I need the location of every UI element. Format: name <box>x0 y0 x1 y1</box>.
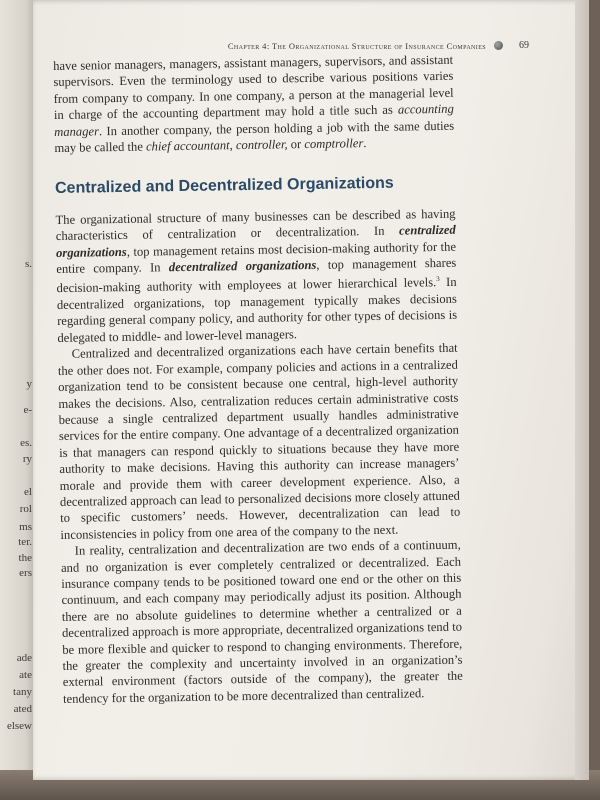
key-term: decentralized organizations <box>168 257 317 275</box>
left-page-fragment: ry <box>22 453 32 465</box>
italic-term: chief accountant, controller, <box>145 137 288 154</box>
page-content <box>53 52 463 707</box>
left-page-fragment: tany <box>13 686 32 698</box>
left-page-fragment: the <box>18 552 32 564</box>
text-run: , top management retains most decision-making authority for the entire company. In <box>56 239 457 277</box>
text-run: , top management shares decision-making authority with employees at lower hierarchical levels. <box>56 255 457 296</box>
left-page-fragment: es. <box>20 437 32 449</box>
left-page-fragment: el <box>24 486 32 498</box>
left-page-fragment: ate <box>19 669 32 681</box>
page-stack-edge <box>575 0 589 780</box>
chapter-title: Chapter 4: The Organizational Structure of Insurance Companies <box>227 40 486 51</box>
body-paragraph: In reality, centralization and decentralization are two ends of a continuum, and no organization is ever completely centralized or decentralized. Each insurance company tends to be positioned toward one end or the other on this continuum, and each company may periodically adjust its position. Although there are no absolute guidelines to determine whether a centralized or a decentralized approach is more appropriate, decentralized organizations tend to be more flexible and quicker to respond to changing environments. Therefore, the greater the complexity and uncertainty involved in an organization’s external environment (factors outside of the company), the greater the tendency for the organization to be more decentralized than centralized. <box>60 537 463 706</box>
running-header <box>228 40 529 51</box>
left-page-edge <box>0 0 36 770</box>
text-run: . In another company, the person holding a job with the same duties may be called the <box>54 118 455 156</box>
left-page-fragment: ter. <box>18 536 32 548</box>
body-paragraph: Centralized and decentralized organizations each have certain benefits that the other does not. For example, company policies and actions in a centralized organization tend to be consistent because one central, high-level authority makes the decisions. Also, centralization reduces certain administrative costs because a single centralized department usually handles administrative services for the entire company. One advantage of a decentralized organization is that managers can respond quickly to situations because they have more authority to make decisions. Having this authority can increase managers’ morale and provide them with career development experience. Also, a decentralized approach can lead to personalized decisions more closely attuned to specific customers’ needs. However, decentralization can lead to inconsistencies in policy from one area of the company to the next. <box>57 340 461 542</box>
text-run: . <box>363 136 367 151</box>
left-page-fragment: ade <box>16 652 32 664</box>
text-run: The organizational structure of many businesses can be described as having characteristics of centralization or decentralization. In <box>55 206 456 244</box>
key-term: centralized organizations <box>55 222 456 260</box>
book-page <box>33 0 589 780</box>
left-page-fragment: elsew <box>6 720 32 732</box>
text-run: or <box>287 137 305 152</box>
intro-paragraph <box>53 52 454 157</box>
text-run: have senior managers, managers, assistant managers, supervisors, and assistant supervisors. Even the terminology used to describe various positions varies from company to company. In one company, a person at the managerial level in charge of the accounting department may hold a title such as <box>53 52 454 123</box>
footnote-marker: 3 <box>436 275 440 284</box>
left-page-fragment: ated <box>13 703 32 715</box>
italic-term: comptroller <box>304 136 364 152</box>
left-page-fragment: ms <box>19 521 32 533</box>
left-page-fragment: ers <box>19 567 32 579</box>
page-number: 69 <box>519 40 529 51</box>
left-page-fragment: rol <box>19 503 32 515</box>
left-page-fragment: s. <box>24 258 32 270</box>
body-paragraph <box>55 206 457 347</box>
bullet-icon <box>494 41 503 50</box>
left-page-fragment: e- <box>23 404 32 416</box>
italic-term: accounting manager <box>54 101 454 139</box>
text-run: In decentralized organizations, top management typically makes decisions regarding general company policy, and authority for other types of decisions is delegated to middle- and lower-level managers. <box>56 275 458 345</box>
left-page-fragment: y <box>26 378 32 390</box>
section-heading: Centralized and Decentralized Organizations <box>54 175 394 198</box>
